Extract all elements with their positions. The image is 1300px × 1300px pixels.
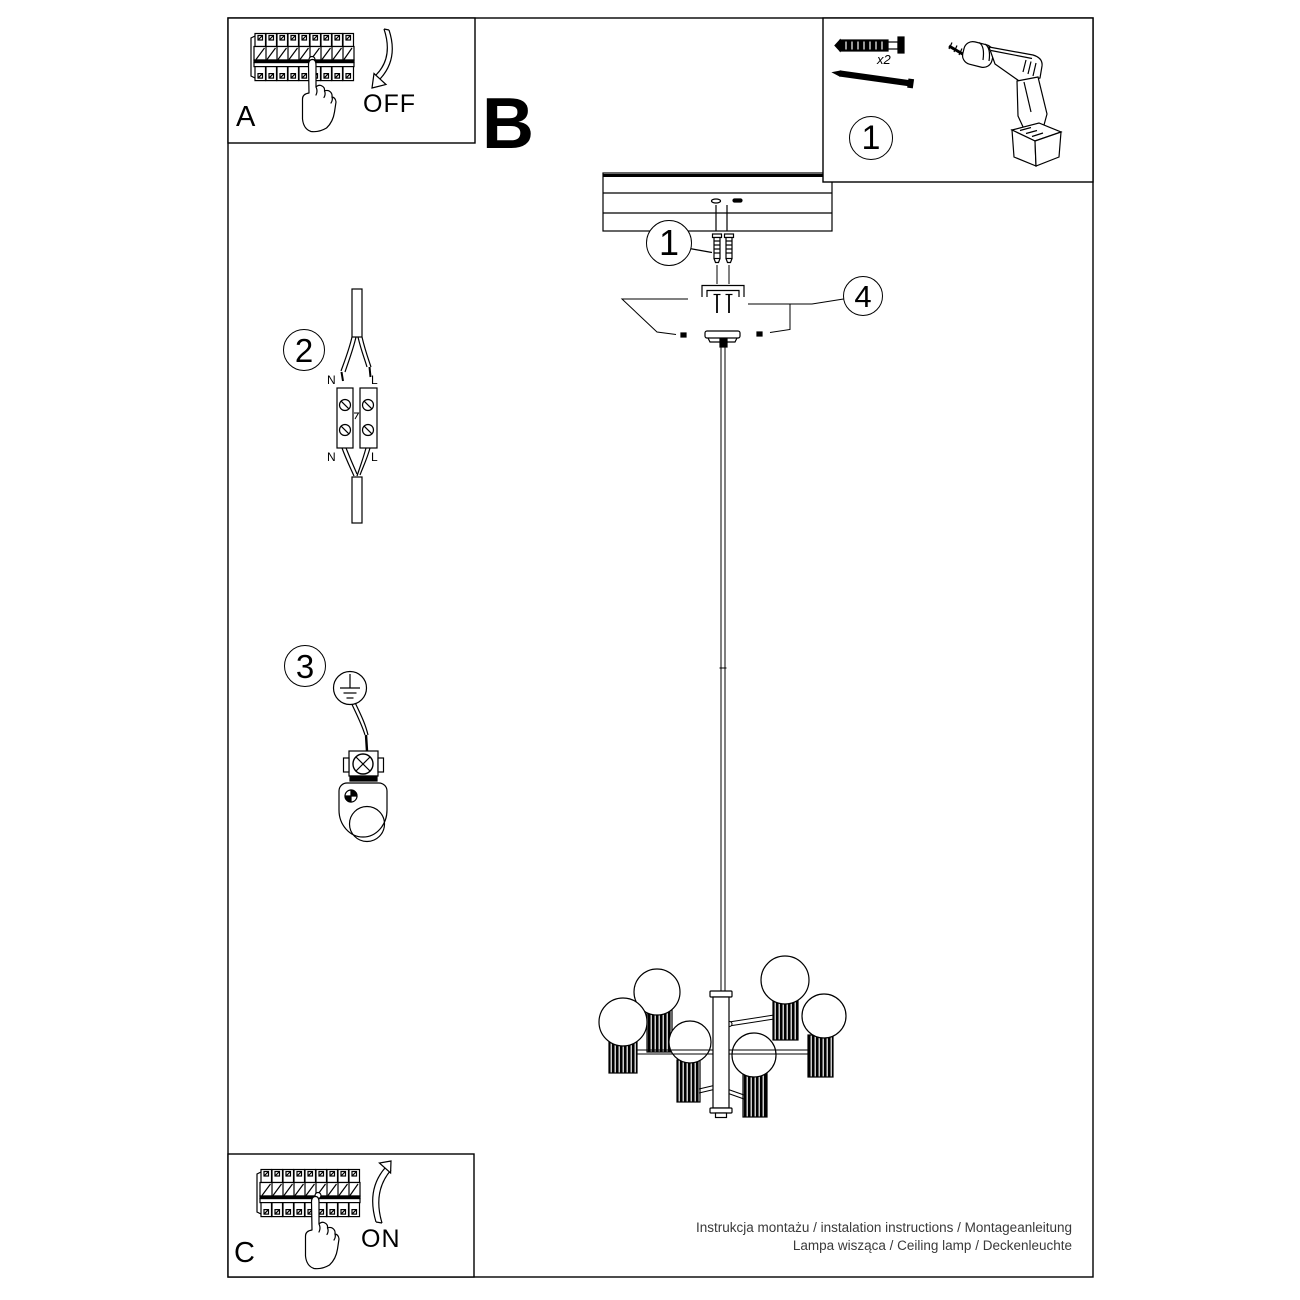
panel-c-box: [228, 1154, 474, 1277]
wire-l-bottom-label: L: [371, 450, 378, 464]
breaker-panel-icon: [257, 1170, 360, 1217]
bracket-screws-drawing: [714, 295, 733, 314]
ground-terminal-drawing: [334, 672, 388, 842]
step1-badge: 1: [646, 220, 692, 266]
ground-symbol-icon: [334, 672, 367, 705]
section-b-label: B: [482, 84, 534, 164]
footer-text: [696, 1219, 1072, 1255]
pendant-cable-drawing: [720, 347, 727, 994]
wire-n-top-label: N: [327, 373, 336, 387]
ceiling-drawing: [603, 173, 832, 231]
anchor-qty-label: x2: [877, 52, 891, 67]
off-label: OFF: [363, 90, 416, 118]
tools-step-badge: 1: [849, 116, 893, 160]
section-a-label: A: [236, 101, 256, 133]
wire-n-bottom-label: N: [327, 450, 336, 464]
canopy-side-screw: [757, 332, 762, 336]
anchor-pair-drawing: [690, 234, 734, 284]
canopy-drawing: [681, 331, 762, 347]
step2-badge: 2: [283, 329, 325, 371]
mounting-bracket-drawing: [702, 286, 744, 314]
on-label: ON: [361, 1225, 401, 1253]
step4-badge: 4: [843, 276, 883, 316]
panel-a-box: [228, 18, 475, 143]
terminal-block-drawing: [337, 289, 377, 523]
step3-badge: 3: [284, 645, 326, 687]
section-c-label: C: [234, 1237, 255, 1269]
step4-leader-lines: [622, 299, 844, 335]
chandelier-drawing: [599, 956, 846, 1118]
wire-l-top-label: L: [371, 373, 378, 387]
canopy-side-screw: [681, 333, 686, 337]
footer-line-2: Lampa wisząca / Ceiling lamp / Deckenleuchte: [792, 1238, 1072, 1253]
breaker-panel-icon: [251, 34, 354, 81]
footer-line-1: Instrukcja montażu / instalation instructions / Montageanleitung: [696, 1220, 1072, 1235]
